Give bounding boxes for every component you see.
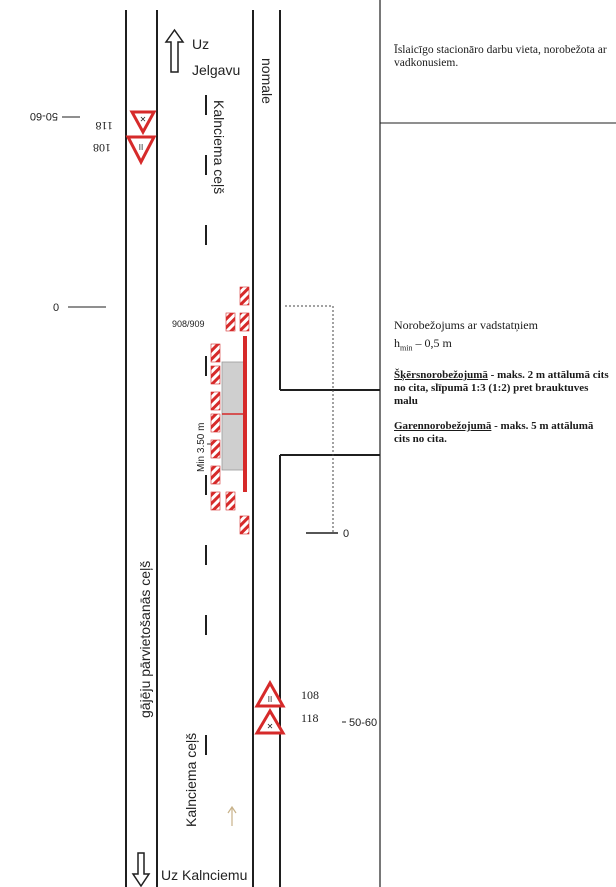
kalnciema-label-bottom: Kalnciema ceļš xyxy=(183,732,199,827)
note-cross-barrier xyxy=(394,369,610,408)
uz-jelgavu-label-2: Jelgavu xyxy=(192,62,241,78)
arrow-up-icon xyxy=(166,30,183,72)
barrier-post xyxy=(211,344,220,362)
note-h-letter: h xyxy=(394,336,400,350)
distance-label-bottom-right: 50-60 xyxy=(349,717,378,729)
note-long-title: Garennorobežojumā xyxy=(394,420,492,433)
faint-arrow-icon xyxy=(228,807,236,826)
svg-text:✕: ✕ xyxy=(266,722,274,731)
note-barriers-title: Norobežojums ar vadstatņiem xyxy=(394,318,538,332)
note-barriers xyxy=(394,318,610,458)
min-width-label: Min 3.50 m xyxy=(196,422,207,472)
note-h-sub: min xyxy=(400,343,413,353)
note-cross-title: Šķērsnorobežojumā xyxy=(394,369,488,382)
warning-sign-108-upper xyxy=(128,137,154,162)
arrow-down-icon xyxy=(133,853,149,886)
sign-number-108-upper: 108 xyxy=(93,141,111,155)
note-h-value: – 0,5 m xyxy=(412,336,452,350)
uz-kalnciemu-label: Uz Kalnciemu xyxy=(161,867,248,883)
note-work-zone: Īslaicīgo stacionāro darbu vieta, norobežota ar vadkonusiem. xyxy=(394,44,607,69)
barrier-post xyxy=(211,392,220,410)
note-long-text: - maks. 5 m attālumā cits no cita. xyxy=(394,420,594,446)
barrier-post xyxy=(226,313,235,331)
barrier-post xyxy=(211,466,220,484)
sign-number-118-lower: 118 xyxy=(301,711,319,725)
barrier-post xyxy=(240,287,249,305)
sign-number-118-upper: 118 xyxy=(95,119,113,133)
barrier-post xyxy=(211,366,220,384)
note-cross-text: - maks. 2 m attālumā cits no cita, slīpumā 1:3 (1:2) pret brauktuves malu xyxy=(394,369,609,408)
sign-number-108-lower: 108 xyxy=(301,688,319,702)
barrier-post xyxy=(240,313,249,331)
warning-sign-118-upper xyxy=(132,112,154,132)
barrier-post xyxy=(211,414,220,432)
work-zone-area xyxy=(222,362,246,470)
barrier-post xyxy=(240,516,249,534)
kalnciema-label-top: Kalnciema ceļš xyxy=(211,100,227,195)
distance-label-top-left: 50-60 xyxy=(29,110,58,122)
barrier-post xyxy=(226,492,235,510)
note-long-barrier xyxy=(394,420,610,446)
svg-text:II: II xyxy=(267,695,273,704)
gajeju-label: gājēju pārvietošanās ceļš xyxy=(137,560,153,718)
svg-text:✕: ✕ xyxy=(139,115,147,124)
note-barriers-height xyxy=(394,336,610,355)
barrier-post xyxy=(211,440,220,458)
zero-label-left: 0 xyxy=(53,302,60,314)
zero-label-right: 0 xyxy=(343,528,350,540)
svg-text:II: II xyxy=(138,143,144,152)
barrier-post xyxy=(211,492,220,510)
sign-908-label: 908/909 xyxy=(172,319,205,329)
uz-jelgavu-label-1: Uz xyxy=(192,36,210,52)
nomale-label: nomale xyxy=(259,58,275,104)
